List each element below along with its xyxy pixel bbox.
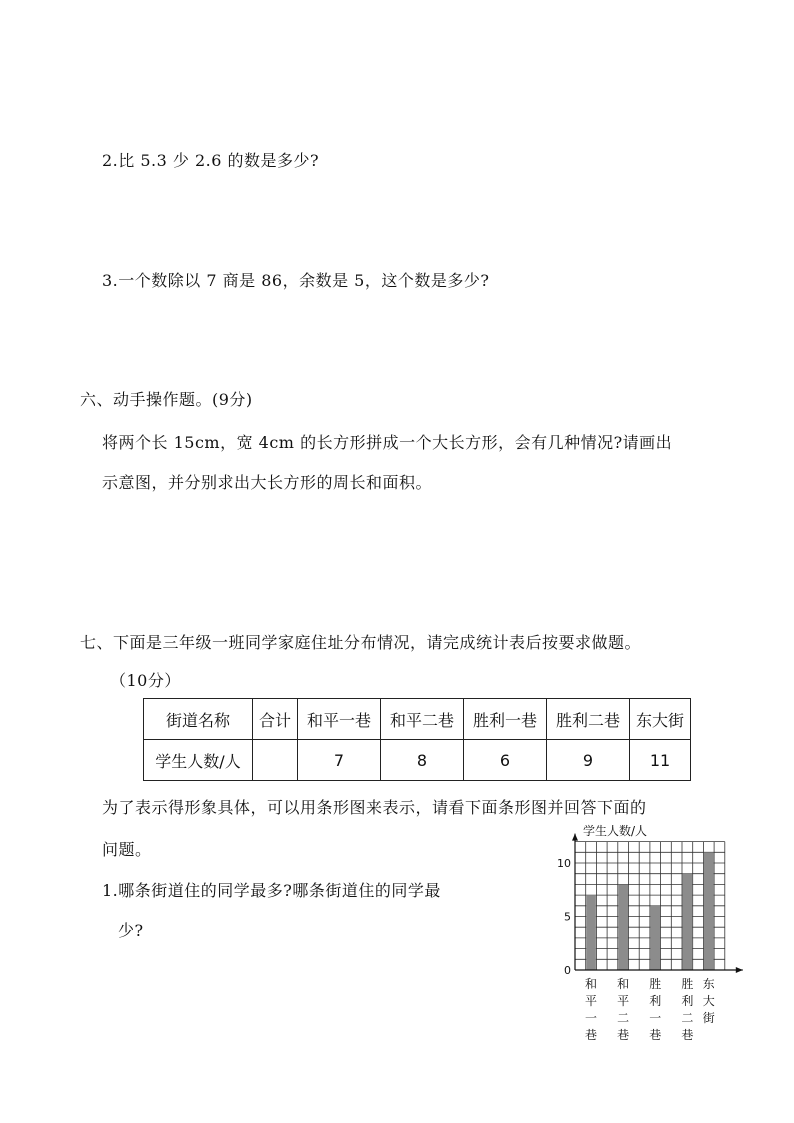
- section-7-question-1-line-2: 少?: [118, 921, 144, 940]
- question-2: 2.比 5.3 少 2.6 的数是多少?: [102, 151, 320, 170]
- x-tick-label: 巷: [585, 1028, 598, 1042]
- table-cell: 胜利一巷: [464, 699, 547, 740]
- x-tick-label: 平: [617, 994, 630, 1008]
- total-blank-cell[interactable]: [253, 740, 298, 781]
- x-tick-label: 大: [702, 994, 715, 1008]
- section-7-text-2: 问题。: [102, 840, 152, 859]
- x-tick-label: 一: [585, 1011, 598, 1025]
- x-tick-label: 二: [681, 1011, 694, 1025]
- table-cell: 11: [630, 740, 691, 781]
- y-tick-label: 0: [564, 964, 571, 977]
- x-tick-label: 胜: [681, 977, 694, 991]
- section-7-score: （10分）: [110, 671, 181, 690]
- table-cell: 街道名称: [144, 699, 253, 740]
- x-tick-label: 一: [649, 1011, 662, 1025]
- table-header-row: [144, 699, 691, 740]
- bar-chart: [555, 820, 745, 1045]
- x-tick-label: 东: [702, 977, 715, 991]
- y-tick-label: 10: [557, 857, 571, 870]
- table-cell: 东大街: [630, 699, 691, 740]
- section-6-line-1: 将两个长 15cm，宽 4cm 的长方形拼成一个大长方形，会有几种情况?请画出: [102, 433, 673, 452]
- section-7-title: 七、下面是三年级一班同学家庭住址分布情况，请完成统计表后按要求做题。: [80, 633, 642, 652]
- table-cell: 合计: [253, 699, 298, 740]
- y-tick-label: 5: [564, 910, 571, 924]
- x-tick-label: 街: [702, 1011, 715, 1025]
- section-7-question-1-line-1: 1.哪条街道住的同学最多?哪条街道住的同学最: [102, 881, 441, 900]
- bar: [683, 874, 693, 970]
- table-cell: 和平二巷: [381, 699, 464, 740]
- section-7-text-1: 为了表示得形象具体，可以用条形图来表示，请看下面条形图并回答下面的: [102, 798, 647, 817]
- x-tick-label: 胜: [649, 977, 662, 991]
- x-axis-arrow: [736, 967, 743, 973]
- question-3: 3.一个数除以 7 商是 86，余数是 5，这个数是多少?: [102, 271, 490, 290]
- table-cell: 学生人数/人: [144, 740, 253, 781]
- section-6-title: 六、动手操作题。(9分): [80, 390, 253, 409]
- bar: [704, 852, 714, 970]
- table-cell: 6: [464, 740, 547, 781]
- table-cell: 7: [298, 740, 381, 781]
- x-tick-label: 巷: [681, 1028, 694, 1042]
- y-axis-label: 学生人数/人: [583, 824, 648, 838]
- x-tick-label: 利: [681, 994, 694, 1008]
- bar: [618, 884, 628, 970]
- bar: [586, 895, 596, 970]
- table-cell: 8: [381, 740, 464, 781]
- table-cell: 胜利二巷: [547, 699, 630, 740]
- bar: [650, 906, 660, 970]
- table-cell: 9: [547, 740, 630, 781]
- x-tick-label: 巷: [649, 1028, 662, 1042]
- table-data-row: [144, 740, 691, 781]
- x-tick-label: 和: [617, 977, 630, 991]
- statistics-table: [143, 698, 691, 781]
- x-tick-label: 和: [585, 977, 598, 991]
- y-axis-arrow: [572, 834, 578, 841]
- x-tick-label: 巷: [617, 1028, 630, 1042]
- x-tick-label: 平: [585, 994, 598, 1008]
- x-tick-label: 利: [649, 994, 662, 1008]
- section-6-line-2: 示意图，并分别求出大长方形的周长和面积。: [102, 473, 433, 492]
- x-tick-label: 二: [617, 1011, 630, 1025]
- table-cell: 和平一巷: [298, 699, 381, 740]
